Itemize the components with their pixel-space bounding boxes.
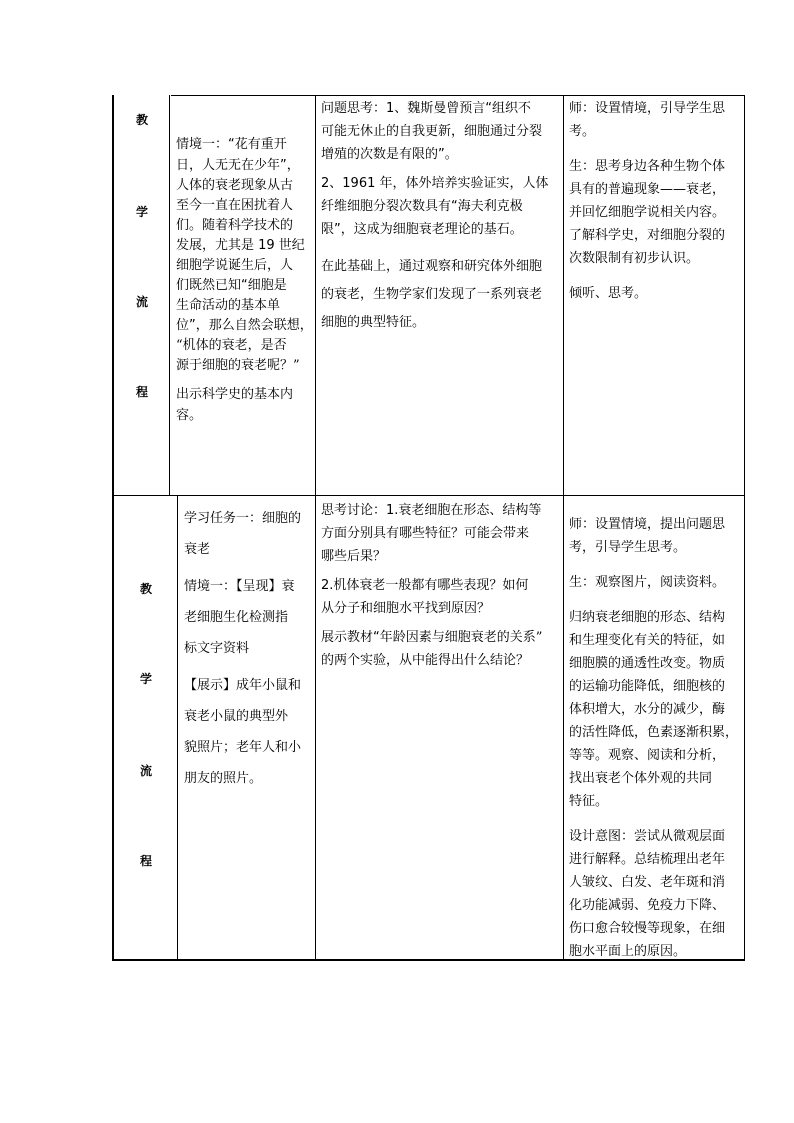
- context-line: 出示科学史的基本内: [176, 387, 294, 402]
- content-line: 从分子和细胞水平找到原因？: [321, 601, 491, 616]
- activity-line: 了解科学史，对细胞分裂的: [569, 228, 726, 243]
- content-line: 的两个实验，从中能得出什么结论？: [321, 653, 530, 668]
- lesson-flow-table: [112, 95, 745, 961]
- context-line: 至今一直在困扰着人: [176, 198, 294, 213]
- context-line: 发展，尤其是 19 世纪: [176, 238, 305, 253]
- row-divider: [112, 495, 745, 496]
- activity-line: 体积增大，水分的减少，酶: [569, 702, 726, 717]
- content-line: 方面分别具有哪些特征？可能会带来: [321, 526, 530, 541]
- activity-line: 生：观察图片，阅读资料。: [569, 575, 726, 590]
- activity-line: 特征。: [569, 794, 609, 809]
- activity-line: 和生理变化有关的特征，如: [569, 633, 726, 648]
- cell-border-fragment: [171, 95, 315, 96]
- activity-line: 的运输功能降低，细胞核的: [569, 679, 726, 694]
- context-line: 容。: [176, 408, 203, 423]
- context-line: 位”，那么自然会联想，: [176, 318, 313, 333]
- context-line: 情境一：“花有重开: [176, 137, 287, 152]
- context-line: 源于细胞的衰老呢？”: [176, 358, 300, 373]
- activity-cell: [569, 97, 744, 305]
- activity-line: 伤口愈合较慢等现象，在细: [569, 921, 726, 936]
- activity-line: 等等。观察、阅读和分析，: [569, 748, 726, 763]
- context-line: 貌照片；老年人和小: [184, 740, 302, 755]
- content-line: 纤维细胞分裂次数具有“海夫利克极: [321, 199, 523, 214]
- context-line: 日，人无无在少年”，: [176, 158, 300, 173]
- activity-line: 次数限制有初步认识。: [569, 251, 700, 266]
- content-line: 细胞的典型特征。: [321, 315, 426, 330]
- context-line: 朋友的照片。: [184, 771, 263, 786]
- content-line: 2、1961 年，体外培养实验证实，人体: [321, 176, 549, 191]
- activity-cell: [569, 513, 744, 963]
- context-line: 老细胞生化检测指: [184, 610, 289, 625]
- activity-line: 胞水平面上的原因。: [569, 944, 687, 959]
- context-line: 衰老小鼠的典型外: [184, 709, 289, 724]
- activity-line: 的活性降低，色素逐渐积累，: [569, 725, 739, 740]
- content-line: 增殖的次数是有限的”。: [321, 147, 458, 162]
- activity-line: 考。: [569, 124, 596, 139]
- context-cell: [184, 503, 314, 794]
- content-line: 在此基础上，通过观察和研究体外细胞: [321, 259, 543, 274]
- activity-line: 倾听、思考。: [569, 286, 648, 301]
- cell-border-fragment: [315, 95, 745, 96]
- table-border-right: [744, 95, 745, 961]
- activity-line: 细胞膜的通透性改变。物质: [569, 656, 726, 671]
- activity-line: 并回忆细胞学说相关内容。: [569, 205, 726, 220]
- context-line: 细胞学说诞生后，人: [176, 258, 294, 273]
- content-line: 的衰老，生物学家们发现了一系列衰老: [321, 287, 543, 302]
- label-char: 学: [139, 672, 152, 686]
- label-char: 教: [139, 582, 152, 596]
- context-line: 标文字资料: [184, 641, 250, 656]
- label-char: 程: [135, 385, 148, 399]
- label-char: 教: [135, 113, 148, 127]
- content-text: 展示教材“: [321, 630, 380, 645]
- activity-line: 师：设置情境，引导学生思: [569, 101, 726, 116]
- context-line: 们既然已知“细胞是: [176, 278, 287, 293]
- activity-line: 化功能减弱、免疫力下降、: [569, 898, 726, 913]
- context-line: 人体的衰老现象从古: [176, 178, 294, 193]
- col-divider: [315, 95, 316, 961]
- context-line: 学习任务一：细胞的: [184, 511, 302, 526]
- content-line: 思考讨论：1.衰老细胞在形态、结构等: [321, 503, 542, 518]
- content-cell: [321, 97, 561, 337]
- activity-line: 生：思考身边各种生物个体: [569, 159, 726, 174]
- activity-line: 设计意图：尝试从微观层面: [569, 829, 726, 844]
- label-char: 学: [135, 205, 148, 219]
- activity-line: 归纳衰老细胞的形态、结构: [569, 610, 726, 625]
- context-line: 【展示】成年小鼠和: [184, 678, 302, 693]
- content-line: [321, 626, 561, 649]
- content-line: 可能无休止的自我更新，细胞通过分裂: [321, 124, 543, 139]
- context-line: 们。随着科学技术的: [176, 218, 294, 233]
- activity-line: 找出衰老个体外观的共同: [569, 771, 713, 786]
- content-line: 2.机体衰老一般都有哪些表现？如何: [321, 578, 529, 593]
- activity-line: 考，引导学生思考。: [569, 540, 687, 555]
- content-cell: [321, 499, 561, 672]
- activity-line: 进行解释。总结梳理出老年: [569, 852, 726, 867]
- activity-line: 人皱纹、白发、老年斑和消: [569, 875, 726, 890]
- col-divider: [563, 95, 564, 961]
- label-char: 流: [139, 764, 152, 778]
- activity-line: 师：设置情境，提出问题思: [569, 517, 726, 532]
- activity-line: 具有的普遍现象——衰老，: [569, 182, 726, 197]
- context-line: “机体的衰老，是否: [176, 338, 287, 353]
- content-line: 哪些后果？: [321, 549, 387, 564]
- col-divider: [177, 495, 178, 961]
- label-char: 流: [135, 295, 148, 309]
- label-char: 程: [139, 854, 152, 868]
- content-line: 限”，这成为细胞衰老理论的基石。: [321, 222, 523, 237]
- content-text: 年龄因素与细胞衰老的关系”: [379, 630, 543, 645]
- table-border-left: [112, 95, 114, 961]
- context-line: 情境一：【呈现】衰: [184, 579, 295, 594]
- context-cell: [176, 133, 314, 427]
- context-line: 生命活动的基本单: [176, 298, 281, 313]
- col-divider: [169, 95, 170, 495]
- content-line: 问题思考：1、魏斯曼曾预言“组织不: [321, 101, 532, 116]
- context-line: 衰老: [184, 542, 211, 557]
